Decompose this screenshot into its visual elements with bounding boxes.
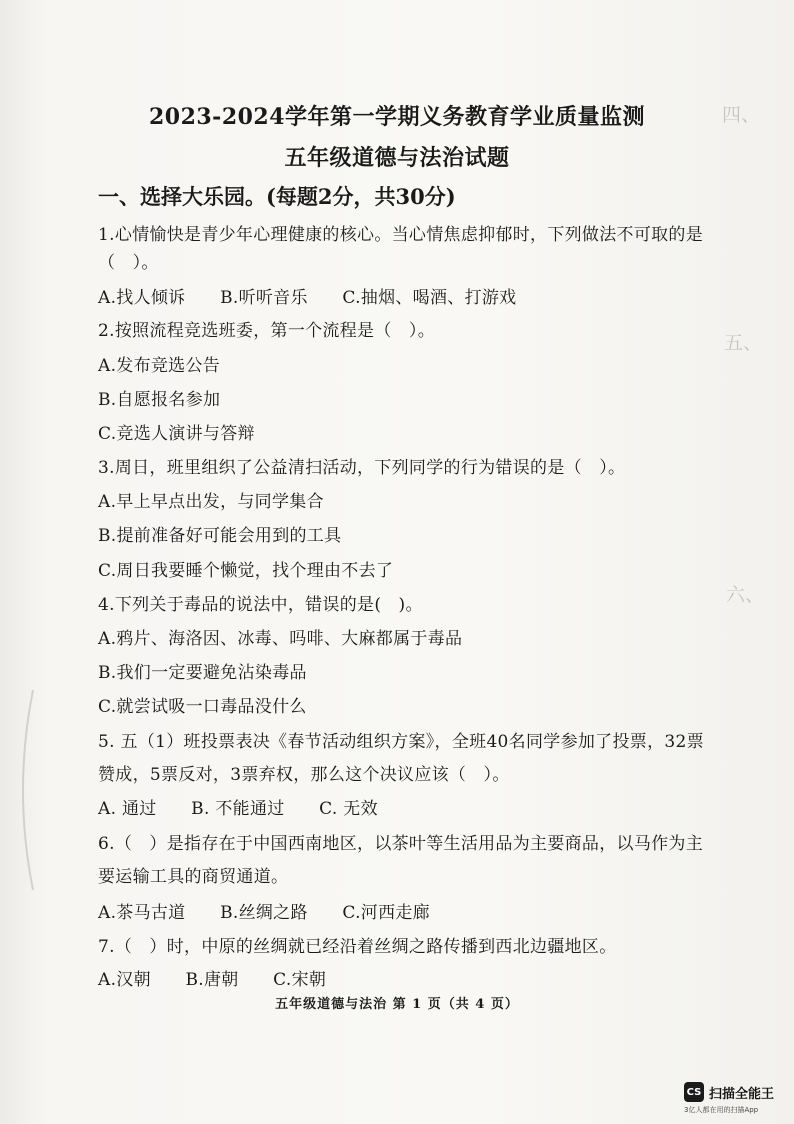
section-heading: 一、选择大乐园。(每题2分，共30分) bbox=[98, 184, 456, 209]
camscanner-icon: CS bbox=[684, 1082, 704, 1102]
question-line: 7.（ ）时，中原的丝绸就已经沿着丝绸之路传播到西北边疆地区。 bbox=[98, 937, 617, 957]
option-line: A.发布竞选公告 bbox=[98, 356, 221, 376]
bleed-mark-2: 五、 bbox=[724, 332, 763, 354]
question-line: 5. 五（1）班投票表决《春节活动组织方案》，全班40名同学参加了投票，32票 bbox=[98, 732, 704, 752]
option-line: B.提前准备好可能会用到的工具 bbox=[98, 526, 342, 546]
option-line: B.自愿报名参加 bbox=[98, 390, 221, 410]
question-line: 1.心情愉快是青少年心理健康的核心。当心情焦虑抑郁时，下列做法不可取的是 bbox=[98, 225, 704, 245]
option-line: A.汉朝 B.唐朝 C.宋朝 bbox=[98, 970, 327, 990]
question-line: 赞成，5票反对，3票弃权，那么这个决议应该（ ）。 bbox=[98, 765, 510, 785]
option-line: C.就尝试吸一口毒品没什么 bbox=[98, 697, 307, 717]
option-line: A.茶马古道 B.丝绸之路 C.河西走廊 bbox=[98, 903, 430, 923]
question-line: 2.按照流程竞选班委，第一个流程是（ ）。 bbox=[98, 321, 436, 341]
question-line: 要运输工具的商贸通道。 bbox=[98, 867, 289, 887]
bleed-mark-3: 六、 bbox=[726, 584, 765, 606]
page-footer: 五年级道德与法治 第 1 页（共 4 页） bbox=[275, 997, 519, 1012]
question-line: 6.（ ）是指存在于中国西南地区，以茶叶等生活用品为主要商品，以马作为主 bbox=[98, 834, 704, 854]
option-line: C.周日我要睡个懒觉，找个理由不去了 bbox=[98, 561, 394, 581]
scan-edge-shadow bbox=[8, 690, 38, 890]
exam-subtitle: 五年级道德与法治试题 bbox=[284, 145, 510, 171]
scanner-tagline: 3亿人都在用的扫描App bbox=[684, 1106, 759, 1114]
bleed-mark-1: 四、 bbox=[722, 104, 761, 126]
option-line: B.我们一定要避免沾染毒品 bbox=[98, 663, 307, 683]
scanner-app-name: 扫描全能王 bbox=[709, 1086, 775, 1102]
option-line: A.找人倾诉 B.听听音乐 C.抽烟、喝酒、打游戏 bbox=[98, 288, 517, 308]
option-line: C.竞选人演讲与答辩 bbox=[98, 424, 255, 444]
option-line: A.鸦片、海洛因、冰毒、吗啡、大麻都属于毒品 bbox=[98, 629, 463, 649]
option-line: A.早上早点出发，与同学集合 bbox=[98, 492, 324, 512]
question-line: 3.周日，班里组织了公益清扫活动，下列同学的行为错误的是（ ）。 bbox=[98, 458, 626, 478]
option-line: A. 通过 B. 不能通过 C. 无效 bbox=[98, 799, 378, 819]
question-line: （ ）。 bbox=[98, 253, 159, 273]
scanner-watermark bbox=[684, 1082, 774, 1102]
exam-title: 2023-2024学年第一学期义务教育学业质量监测 bbox=[148, 104, 646, 130]
question-line: 4.下列关于毒品的说法中，错误的是( )。 bbox=[98, 595, 423, 615]
